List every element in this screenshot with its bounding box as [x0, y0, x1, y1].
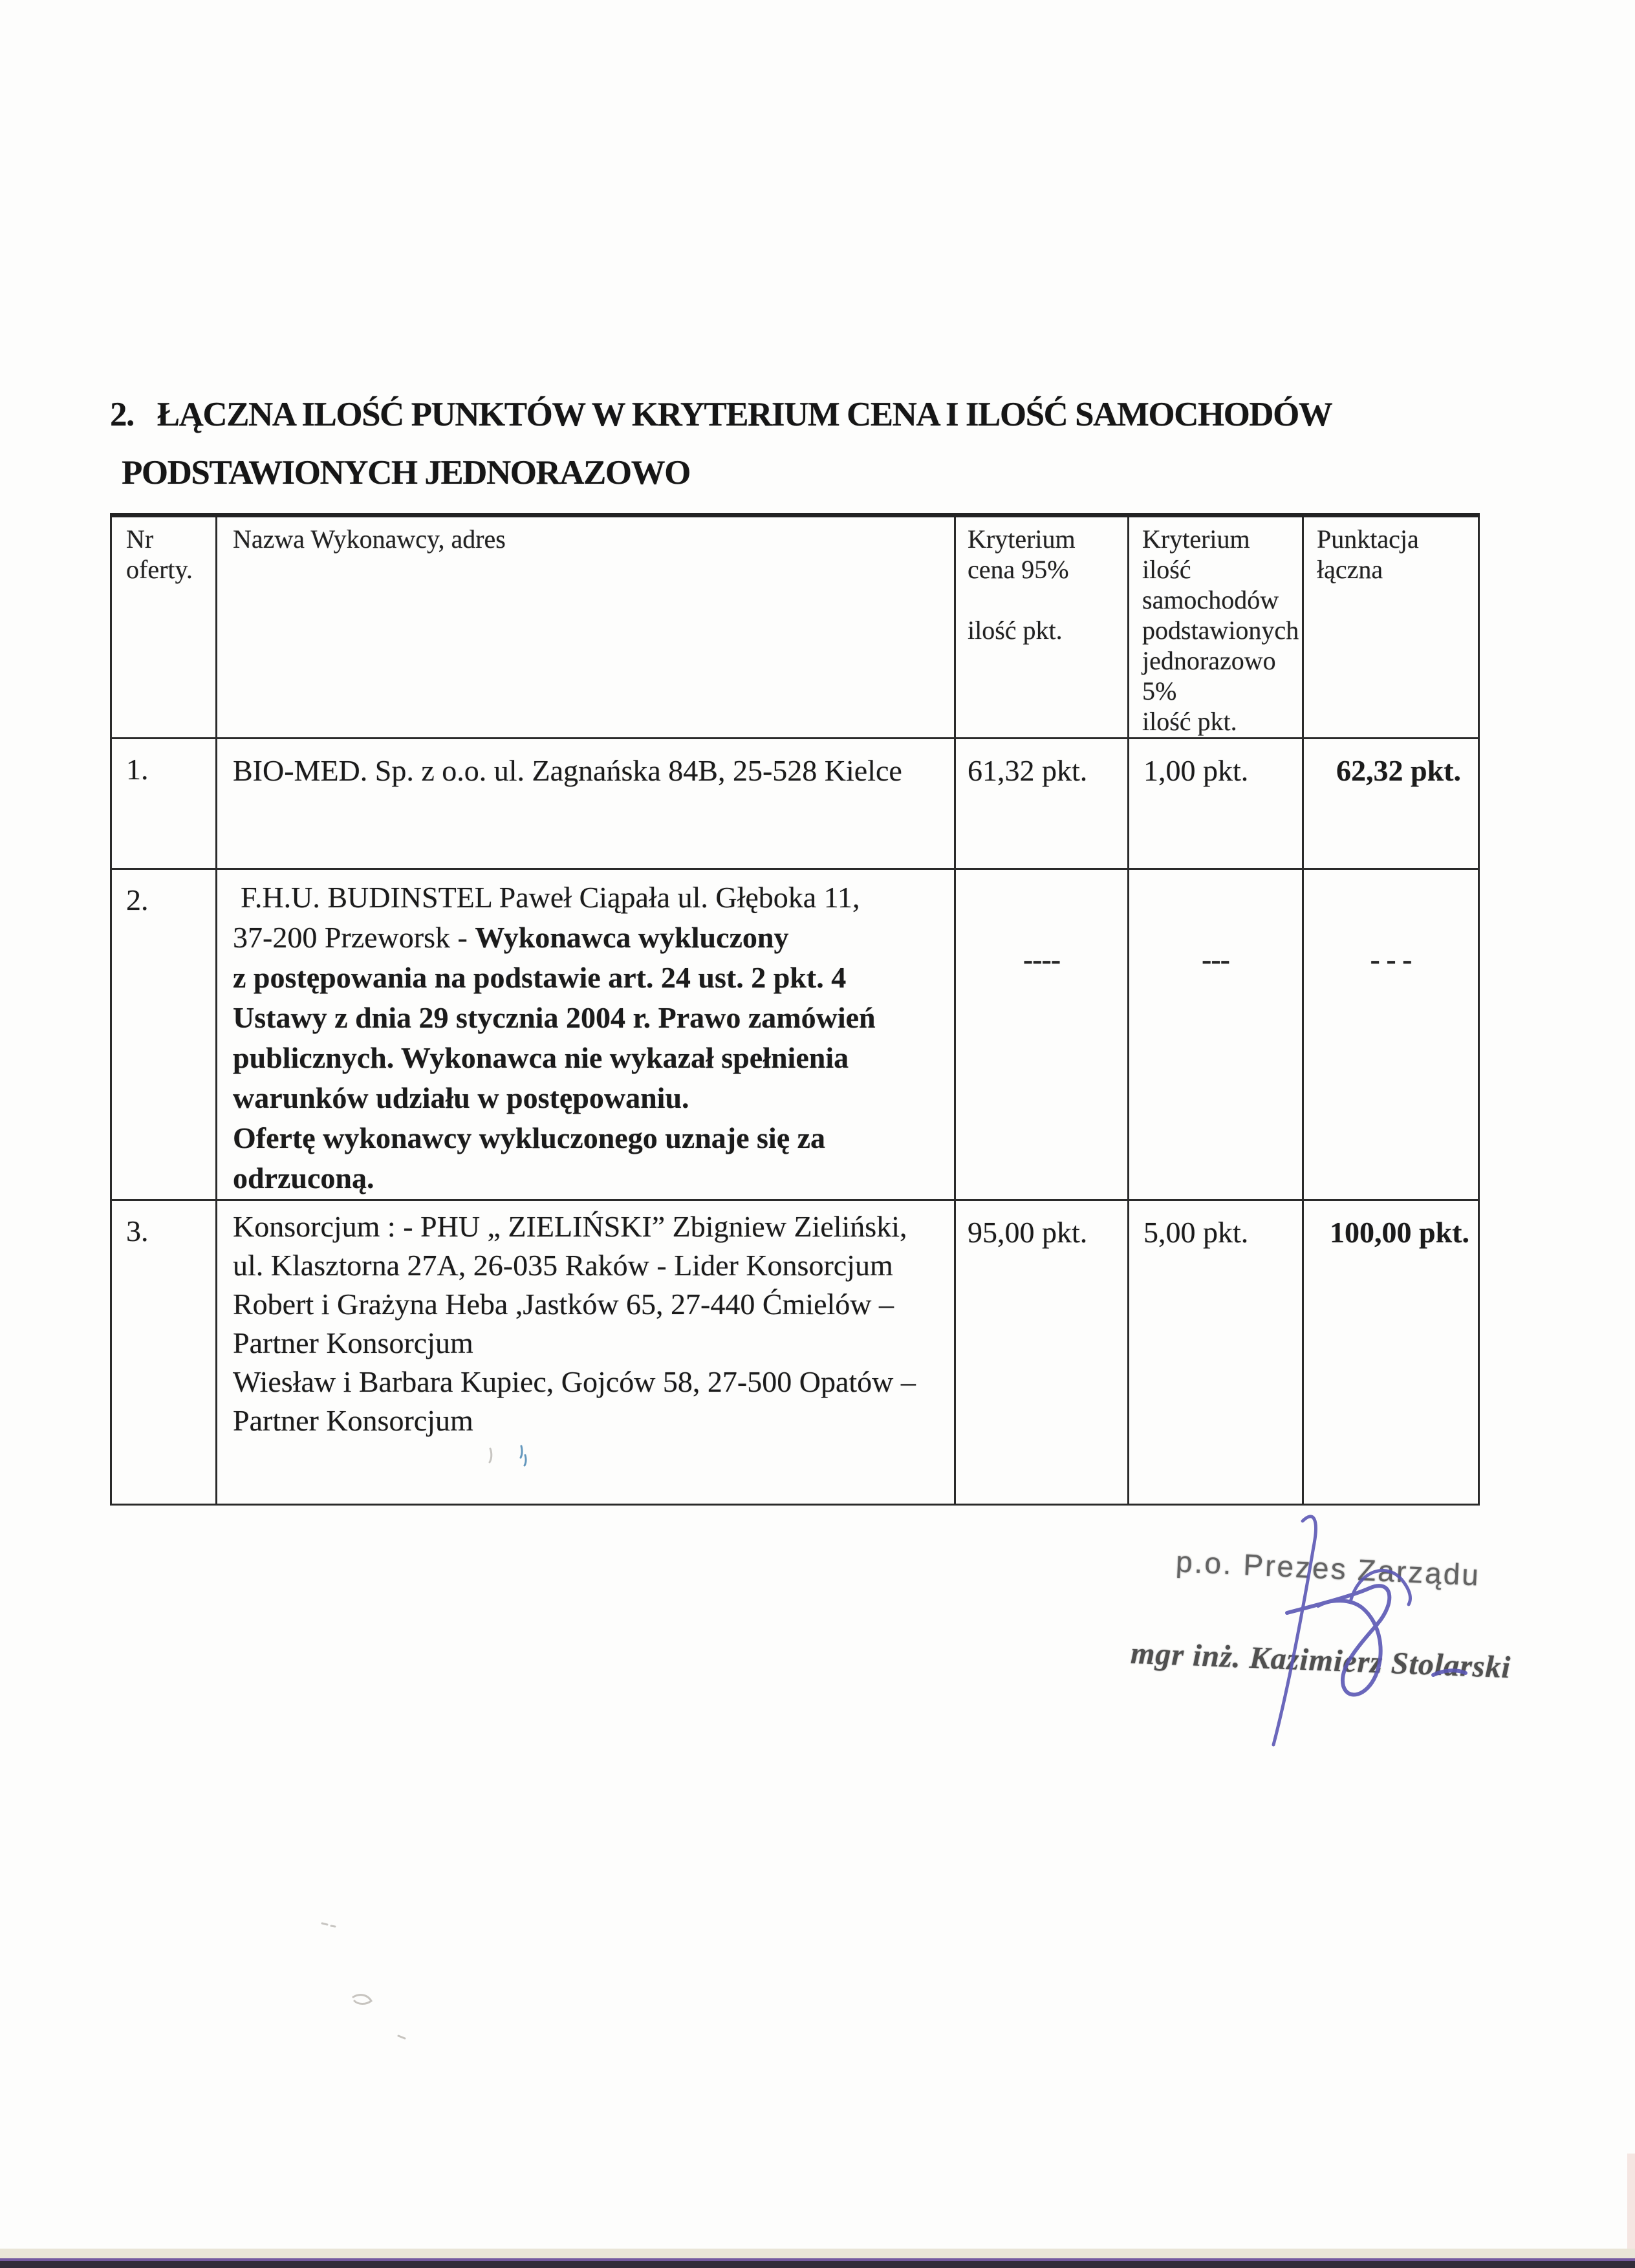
exclusion-note-line: warunków udziału w postępowaniu. [233, 1081, 689, 1114]
heading-line-1-text: ŁĄCZNA ILOŚĆ PUNKTÓW W KRYTERIUM CENA I ILOŚĆ SAMOCHODÓW [157, 396, 1332, 433]
heading-number: 2. [110, 396, 134, 433]
column-header-offer-no: Nr oferty. [111, 515, 217, 739]
price-points: 61,32 pkt. [955, 739, 1129, 869]
contractor-line: Konsorcjum : - PHU „ ZIELIŃSKI” Zbigniew Zieliński, [233, 1210, 907, 1243]
table-row-offer-1 [111, 739, 1479, 869]
contractor-name: BIO-MED. Sp. z o.o. ul. Zagnańska 84B, 25-528 Kielce [217, 739, 955, 869]
contractor-line: 37-200 Przeworsk - Wykonawca wykluczony [233, 921, 789, 954]
name-stamp-text: mgr inż. Kazimierz Stolarski [1130, 1636, 1511, 1685]
pencil-marks [322, 1449, 492, 2038]
price-points-dash: ---- [955, 869, 1129, 1200]
contractor-line: Robert i Grażyna Heba ,Jastków 65, 27-440 Ćmielów – [233, 1288, 894, 1321]
offer-number: 1. [111, 739, 217, 869]
contractor-line: Partner Konsorcjum [233, 1404, 473, 1437]
cars-points: 5,00 pkt. [1129, 1200, 1303, 1505]
table-row-offer-2 [111, 869, 1479, 1200]
results-table [110, 513, 1480, 1506]
table-header-row [111, 515, 1479, 739]
exclusion-note-line: z postępowania na podstawie art. 24 ust. 2 pkt. 4 [233, 961, 847, 994]
column-header-cars-criterion: Kryterium ilość samochodów podstawionych jednorazowo 5% ilość pkt. [1129, 515, 1303, 739]
contractor-line: Wiesław i Barbara Kupiec, Gojców 58, 27-500 Opatów – [233, 1365, 916, 1398]
column-header-contractor: Nazwa Wykonawcy, adres [217, 515, 955, 739]
heading-line-1 [110, 385, 1332, 444]
offer-number: 2. [111, 869, 217, 1200]
price-points: 95,00 pkt. [955, 1200, 1129, 1505]
exclusion-note-line: Ustawy z dnia 29 stycznia 2004 r. Prawo zamówień [233, 1001, 876, 1034]
table-row-offer-3 [111, 1200, 1479, 1505]
contractor-line: Partner Konsorcjum [233, 1326, 473, 1359]
total-points: 62,32 pkt. [1303, 739, 1479, 869]
role-stamp-text: p.o. Prezes Zarządu [1175, 1544, 1482, 1592]
section-heading [110, 385, 1332, 502]
contractor-name [217, 869, 955, 1200]
total-points-dash: - - - [1303, 869, 1479, 1200]
cars-points-dash: --- [1129, 869, 1303, 1200]
contractor-line: F.H.U. BUDINSTEL Paweł Ciąpała ul. Głęboka 11, [241, 881, 860, 914]
contractor-name [217, 1200, 955, 1505]
exclusion-note-line: odrzuconą. [233, 1161, 374, 1194]
column-header-total-points: Punktacja łączna [1303, 515, 1479, 739]
heading-line-2: PODSTAWIONYCH JEDNORAZOWO [122, 454, 690, 491]
exclusion-note-line: Ofertę wykonawcy wykluczonego uznaje się za [233, 1121, 826, 1154]
scan-right-edge [1627, 2154, 1635, 2249]
cars-points: 1,00 pkt. [1129, 739, 1303, 869]
column-header-price-criterion: Kryterium cena 95% ilość pkt. [955, 515, 1129, 739]
offer-number: 3. [111, 1200, 217, 1505]
exclusion-note-line: publicznych. Wykonawca nie wykazał spełnienia [233, 1041, 849, 1074]
contractor-line: ul. Klasztorna 27A, 26-035 Raków - Lider Konsorcjum [233, 1249, 893, 1282]
scan-bottom-dark-edge [0, 2261, 1635, 2268]
total-points: 100,00 pkt. [1303, 1200, 1479, 1505]
